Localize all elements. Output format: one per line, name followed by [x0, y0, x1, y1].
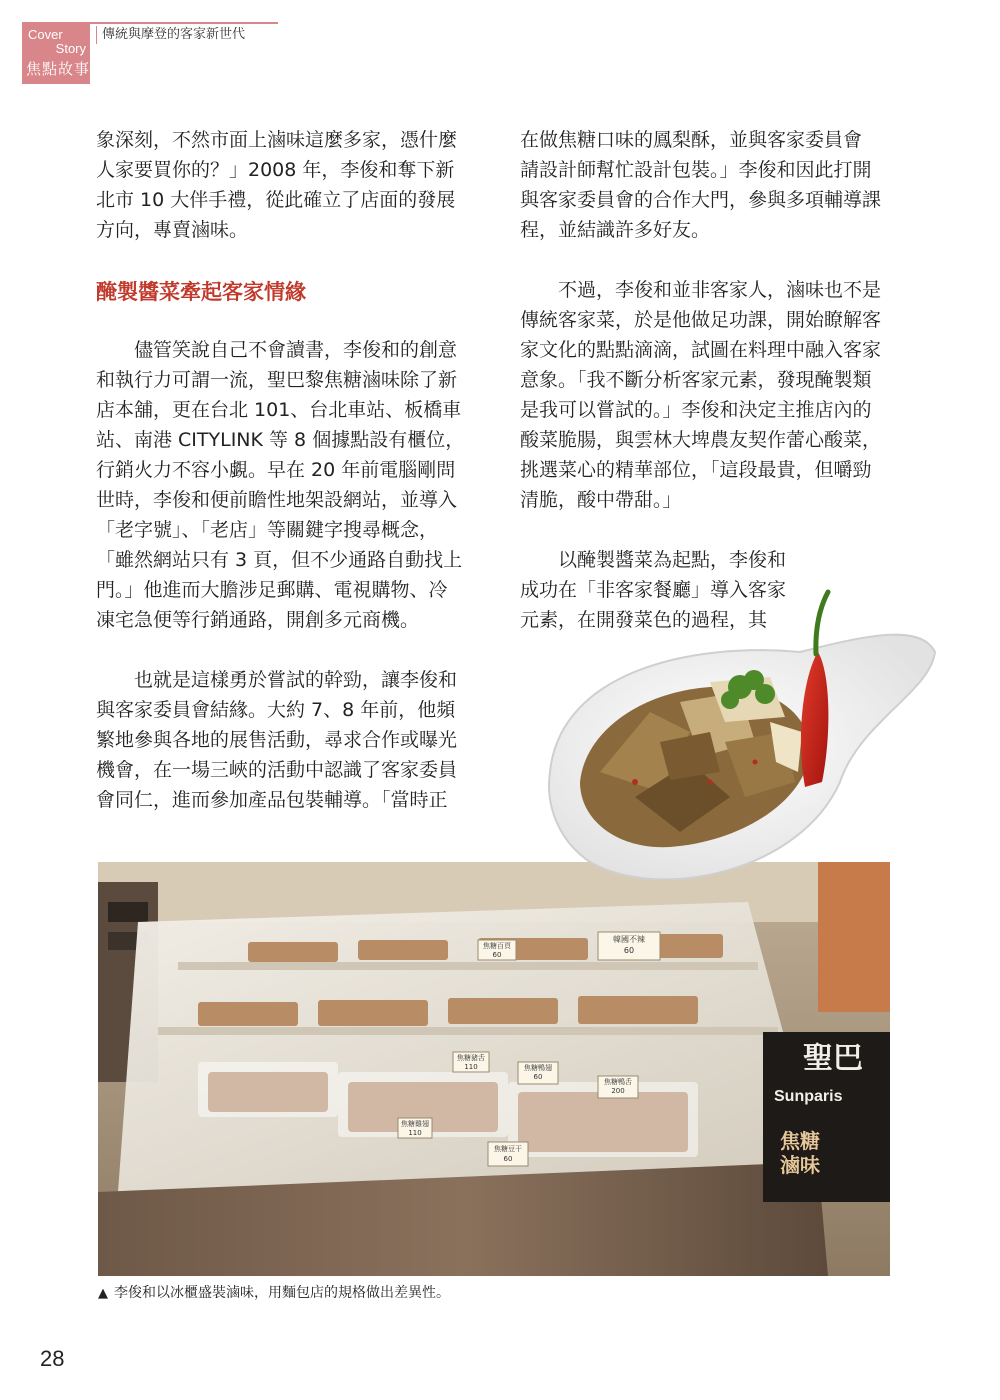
store-display-photo: [98, 862, 890, 1276]
text-line: 傳統客家菜，於是他做足功課，開始瞭解客: [520, 309, 882, 331]
price-tag: 焦糖鴨翅 60: [524, 1064, 552, 1081]
text-line: 挑選菜心的精華部位，「這段最貴，但嚼勁: [520, 459, 872, 481]
text-line: 請設計師幫忙設計包裝。」李俊和因此打開: [520, 159, 872, 181]
text-line: 清脆，酸中帶甜。」: [520, 489, 682, 511]
text-line: 家文化的點點滴滴，試圖在料理中融入客家: [520, 339, 882, 361]
photo-caption: [98, 1284, 450, 1303]
section-heading: 醃製醬菜牽起客家情緣: [96, 280, 306, 304]
page-number: 28: [40, 1346, 65, 1371]
text-line: 元素，在開發菜色的過程，其: [520, 609, 768, 631]
text-line: 不過，李俊和並非客家人，滷味也不是: [520, 279, 882, 301]
text-line: 世時，李俊和便前瞻性地架設網站，並導入: [96, 489, 458, 511]
text-line: 儘管笑說自己不會讀書，李俊和的創意: [96, 339, 458, 361]
price-tag: 焦糖鴨舌 200: [604, 1078, 632, 1095]
text-line: 會同仁，進而參加產品包裝輔導。「當時正: [96, 789, 448, 811]
cover-story-badge: [22, 22, 90, 84]
text-line: 機會，在一場三峽的活動中認識了客家委員: [96, 759, 458, 781]
price-tag: 焦糖豬舌 110: [457, 1054, 485, 1071]
header-divider: [96, 26, 97, 44]
text-line: 和執行力可謂一流，聖巴黎焦糖滷味除了新: [96, 369, 458, 391]
left-paragraph-2: [96, 335, 464, 635]
header-rule: [90, 22, 278, 24]
badge-story-label: Story: [55, 41, 86, 56]
section-title: 傳統與摩登的客家新世代: [102, 27, 246, 42]
text-line: 北市 10 大伴手禮，從此確立了店面的發展: [96, 189, 456, 211]
text-line: 店本舖，更在台北 101、台北車站、板橋車: [96, 399, 462, 421]
text-line: 凍宅急便等行銷通路，開創多元商機。: [96, 609, 420, 631]
price-tag: 焦糖豆干 60: [494, 1145, 522, 1163]
store-sign-english: Sunparis: [774, 1088, 843, 1105]
text-line: 意象。「我不斷分析客家元素，發現醃製類: [520, 369, 872, 391]
text-line: 是我可以嘗試的。」李俊和決定主推店內的: [520, 399, 872, 421]
text-line: 方向，專賣滷味。: [96, 219, 249, 241]
text-line: 「雖然網站只有 3 頁，但不少通路自動找上: [96, 549, 463, 571]
text-line: 人家要買你的？」2008 年，李俊和奪下新: [96, 159, 455, 181]
text-line: 以醃製醬菜為起點，李俊和: [520, 549, 787, 571]
right-paragraph-1: [520, 125, 881, 245]
text-line: 站、南港 CITYLINK 等 8 個據點設有櫃位，: [96, 429, 465, 451]
price-tag: 韓國不辣 60: [613, 935, 645, 955]
triangle-icon: ▲: [98, 1286, 108, 1301]
text-line: 也就是這樣勇於嘗試的幹勁，讓李俊和: [96, 669, 458, 691]
store-sign-sub1: 焦糖: [780, 1129, 820, 1153]
price-tag: 焦糖百頁 60: [483, 942, 511, 959]
text-line: 程，並結識許多好友。: [520, 219, 711, 241]
text-line: 與客家委員會的合作大門，參與多項輔導課: [520, 189, 882, 211]
caption-text: 李俊和以冰櫃盛裝滷味，用麵包店的規格做出差異性。: [114, 1285, 450, 1301]
text-line: 繁地參與各地的展售活動，尋求合作或曝光: [96, 729, 458, 751]
badge-cover-label: Cover: [28, 27, 63, 42]
text-line: 行銷火力不容小覷。早在 20 年前電腦剛問: [96, 459, 456, 481]
text-line: 門。」他進而大膽涉足郵購、電視購物、冷: [96, 579, 448, 601]
store-sign-sub2: 滷味: [780, 1153, 820, 1177]
left-paragraph-3: [96, 665, 457, 815]
text-line: 與客家委員會結緣。大約 7、8 年前，他頻: [96, 699, 456, 721]
text-line: 在做焦糖口味的鳳梨酥，並與客家委員會: [520, 129, 863, 151]
price-tag: 焦糖雞翅 110: [401, 1120, 429, 1137]
text-line: 「老字號」、「老店」等關鍵字搜尋概念，: [96, 519, 439, 541]
store-sign-title: 聖巴: [803, 1041, 863, 1076]
text-line: 象深刻，不然市面上滷味這麼多家，憑什麼: [96, 129, 458, 151]
text-line: 成功在「非客家餐廳」導入客家: [520, 579, 787, 601]
right-paragraph-2: [520, 275, 881, 515]
text-line: 酸菜脆腸，與雲林大埤農友契作蕾心酸菜，: [520, 429, 882, 451]
left-intro-paragraph: [96, 125, 457, 245]
badge-chinese-label: 焦點故事: [26, 60, 91, 78]
pickled-dish-photo: [540, 582, 940, 902]
